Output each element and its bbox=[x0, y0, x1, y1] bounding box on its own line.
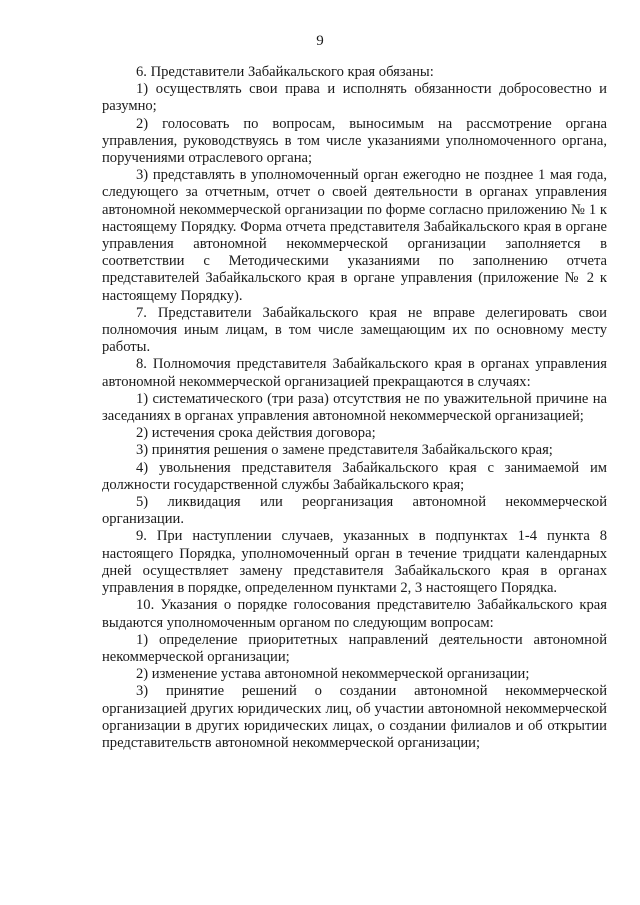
paragraph-8-item-2: 2) истечения срока действия договора; bbox=[136, 425, 376, 442]
paragraph-10: 10. Указания о порядке голосования представителю Забайкальского края выдаются уполномоченным органом по следующим вопросам: bbox=[102, 597, 607, 631]
paragraph-6-item-2: 2) голосовать по вопросам, выносимым на рассмотрение органа управления, руководствуясь в том числе указаниями уполномоченного органа, поручениями отраслевого органа; bbox=[102, 115, 607, 167]
paragraph-6-item-3: 3) представлять в уполномоченный орган ежегодно не позднее 1 мая года, следующего за отчетным, отчет о своей деятельности в органах управления автономной некоммерческой организации по форме согласно приложению № 1 к настоящему Порядку. Форма отчета представителя Забайкальского края в органе управления автономной некоммерческой организации заполняется в соответствии с Методическими указаниями по заполнению отчета представителей Забайкальского края в органе управления (приложение № 2 к настоящему Порядку). bbox=[102, 167, 607, 304]
paragraph-9: 9. При наступлении случаев, указанных в подпунктах 1-4 пункта 8 настоящего Порядка, уполномоченный орган в течение тридцати календарных дней осуществляет замену представителя Забайкальского края в органах управления в порядке, определенном пунктами 2, 3 настоящего Порядка. bbox=[102, 528, 607, 597]
paragraph-8-item-5: 5) ликвидация или реорганизация автономной некоммерческой организации. bbox=[102, 494, 607, 528]
page-number: 9 bbox=[316, 33, 324, 49]
paragraph-8-item-4: 4) увольнения представителя Забайкальского края с занимаемой им должности государственной службы Забайкальского края; bbox=[102, 459, 607, 493]
document-body bbox=[102, 64, 607, 752]
paragraph-7: 7. Представители Забайкальского края не вправе делегировать свои полномочия иным лицам, в том числе замещающим их по основному месту работы. bbox=[102, 304, 607, 356]
paragraph-8-item-1: 1) систематического (три раза) отсутствия не по уважительной причине на заседаниях в органах управления автономной некоммерческой организацией; bbox=[102, 390, 607, 425]
paragraph-6-item-1: 1) осуществлять свои права и исполнять обязанности добросовестно и разумно; bbox=[102, 81, 607, 115]
paragraph-10-item-3: 3) принятие решений о создании автономной некоммерческой организацией других юридических лиц, об участии автономной некоммерческой организации в других юридических лицах, о создании филиалов и об открытии представительств автономной некоммерческой организации; bbox=[102, 683, 607, 751]
paragraph-10-item-2: 2) изменение устава автономной некоммерческой организации; bbox=[136, 666, 530, 683]
paragraph-6: 6. Представители Забайкальского края обязаны: bbox=[136, 64, 434, 80]
paragraph-8-item-3: 3) принятия решения о замене представителя Забайкальского края; bbox=[136, 442, 553, 459]
paragraph-8: 8. Полномочия представителя Забайкальского края в органах управления автономной некоммерческой организацией прекращаются в случаях: bbox=[102, 356, 607, 390]
paragraph-10-item-1: 1) определение приоритетных направлений деятельности автономной некоммерческой организации; bbox=[102, 631, 607, 665]
